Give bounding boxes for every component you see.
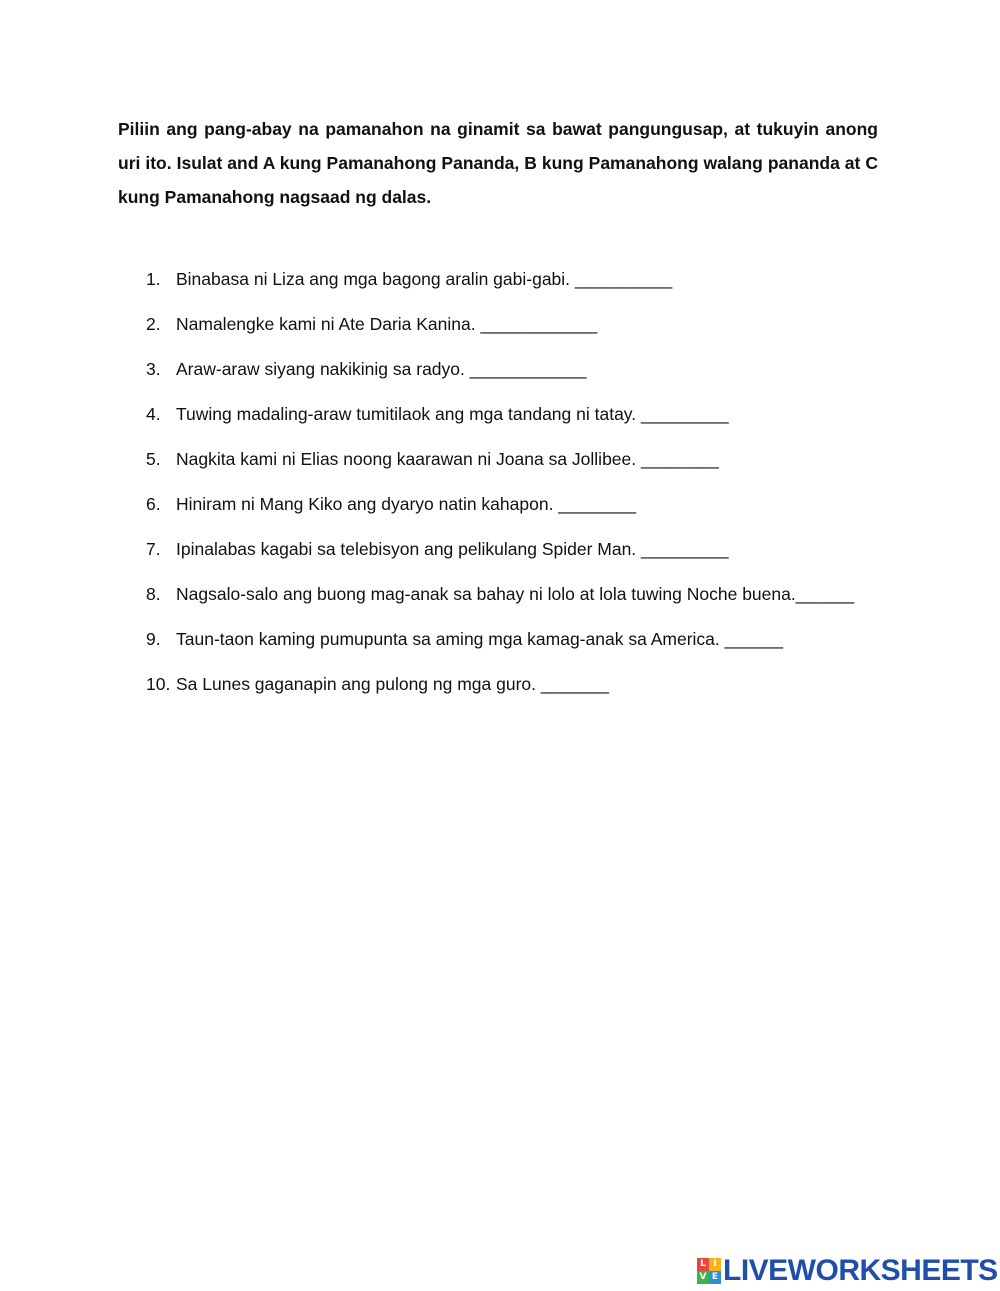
question-number: 1.: [146, 269, 161, 289]
question-number: 6.: [146, 494, 161, 514]
logo-mark-letter: I: [709, 1258, 721, 1271]
question-item: [0, 302, 1000, 347]
question-number: 7.: [146, 539, 161, 559]
question-text: Taun-taon kaming pumupunta sa aming mga kamag-anak sa America. ______: [176, 629, 784, 649]
liveworksheets-logo: [697, 1256, 998, 1286]
question-text: Nagkita kami ni Elias noong kaarawan ni Joana sa Jollibee. ________: [176, 449, 719, 469]
question-number: 4.: [146, 404, 161, 424]
instructions-paragraph: Piliin ang pang-abay na pamanahon na ginamit sa bawat pangungusap, at tukuyin anong uri ito. Isulat and A kung Pamanahong Pananda, B kung Pamanahong walang pananda at C kung Pamanahong nagsaad ng dalas.: [118, 119, 878, 207]
question-text: Namalengke kami ni Ate Daria Kanina. ____________: [176, 314, 598, 334]
question-number: 3.: [146, 359, 161, 379]
question-list: [0, 257, 1000, 707]
logo-mark-letter: L: [697, 1258, 709, 1271]
question-item: [0, 437, 1000, 482]
question-text: Sa Lunes gaganapin ang pulong ng mga guro. _______: [176, 674, 610, 694]
question-number: 2.: [146, 314, 161, 334]
logo-mark-letter: E: [709, 1271, 721, 1284]
question-item: [0, 257, 1000, 302]
question-item: [0, 617, 1000, 662]
question-item: [0, 347, 1000, 392]
question-text: Hiniram ni Mang Kiko ang dyaryo natin kahapon. ________: [176, 494, 637, 514]
question-number: 9.: [146, 629, 161, 649]
question-item: [0, 572, 1000, 617]
logo-text: LIVEWORKSHEETS: [723, 1254, 998, 1287]
question-text: Tuwing madaling-araw tumitilaok ang mga tandang ni tatay. _________: [176, 404, 729, 424]
question-text: Nagsalo-salo ang buong mag-anak sa bahay ni lolo at lola tuwing Noche buena.______: [176, 584, 855, 604]
question-item: [0, 662, 1000, 707]
question-text: Binabasa ni Liza ang mga bagong aralin gabi-gabi. __________: [176, 269, 673, 289]
question-item: [0, 392, 1000, 437]
logo-mark-letter: V: [697, 1271, 709, 1284]
question-number: 5.: [146, 449, 161, 469]
question-text: Araw-araw siyang nakikinig sa radyo. ____________: [176, 359, 587, 379]
question-item: [0, 482, 1000, 527]
logo-mark-icon: [697, 1258, 721, 1284]
question-text: Ipinalabas kagabi sa telebisyon ang pelikulang Spider Man. _________: [176, 539, 729, 559]
question-number: 10.: [146, 674, 171, 694]
question-item: [0, 527, 1000, 572]
question-number: 8.: [146, 584, 161, 604]
